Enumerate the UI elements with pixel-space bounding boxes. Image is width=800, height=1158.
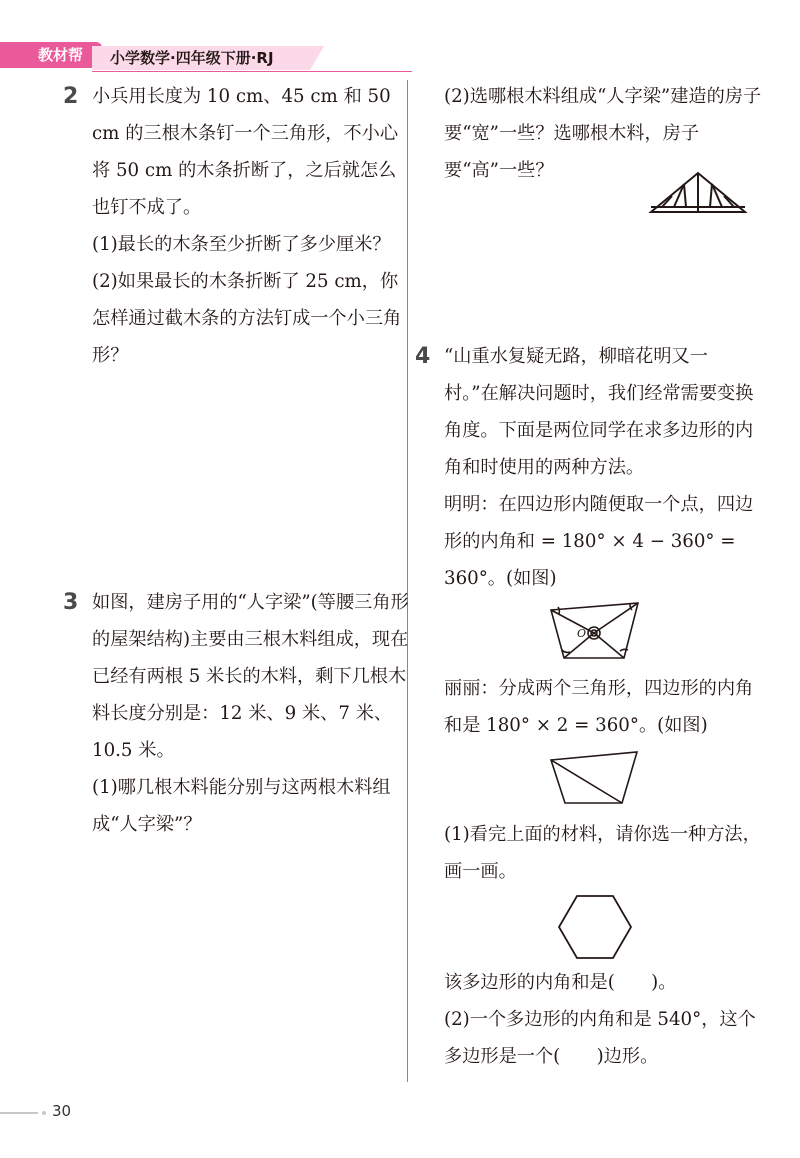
question-number: 2: [63, 84, 79, 109]
right-column-lower: [415, 338, 762, 597]
roof-truss-figure: [648, 170, 748, 216]
brand-tag: 教材帮: [0, 42, 102, 68]
quadrilateral-point-figure: [548, 600, 642, 662]
question-text: 小兵用长度为 10 cm、45 cm 和 50 cm 的三根木条钉一个三角形，不小心将 50 cm 的木条折断了，之后就怎么也钉不成了。: [92, 86, 399, 218]
question-text: “山重水复疑无路，柳暗花明又一村。”在解决问题时，我们经常需要变换角度。下面是两位同学在求多边形的内角和时使用的两种方法。: [444, 346, 754, 478]
sub-question: (1)看完上面的材料，请你选一种方法，画一画。: [444, 824, 761, 882]
quadrilateral-diagonal-figure: [548, 750, 640, 806]
header-rule: [92, 71, 412, 72]
left-column-lower: [63, 584, 410, 843]
point-o-label: O: [577, 627, 587, 640]
mingming-method: 明明：在四边形内随便取一个点，四边形的内角和 = 180° × 4 − 360° = 360°。(如图): [444, 494, 754, 589]
question-4: [415, 338, 762, 597]
sub-question: (2)如果最长的木条折断了 25 cm，你怎样通过截木条的方法钉成一个小三角形？: [92, 271, 402, 366]
question-number: 4: [415, 344, 431, 369]
question-2: [63, 78, 410, 374]
footer-rule: [0, 1112, 38, 1114]
lili-method: 丽丽：分成两个三角形，四边形的内角和是 180° × 2 = 360°。(如图): [444, 678, 754, 736]
sub-question: (2)一个多边形的内角和是 540°，这个多边形是一个( )边形。: [444, 1009, 756, 1067]
left-column: [63, 78, 410, 374]
hexagon-figure: [556, 894, 634, 960]
question-3: [63, 584, 410, 843]
answer-blank: 该多边形的内角和是( )。: [444, 972, 677, 993]
sub-question: (2)选哪根木料组成“人字梁”建造的房子要“宽”一些？选哪根木料，房子要“高”一些？: [444, 86, 762, 181]
lili-block: [444, 670, 762, 744]
q4-answers-block: [444, 964, 762, 1075]
page-number: 30: [52, 1102, 72, 1120]
question-number: 3: [63, 590, 79, 615]
footer-dot: [42, 1111, 46, 1115]
q4-sub1-block: [444, 816, 762, 890]
page-header: [0, 38, 800, 74]
sub-question: (1)哪几根木料能分别与这两根木料组成“人字梁”？: [92, 777, 391, 835]
book-title: 小学数学·四年级下册·RJ: [110, 49, 274, 67]
question-text: 如图，建房子用的“人字梁”(等腰三角形的屋架结构)主要由三根木料组成，现在已经有两根 5 米长的木料，剩下几根木料长度分别是：12 米、9 米、7 米、10.5 米。: [92, 592, 409, 761]
sub-question: (1)最长的木条至少折断了多少厘米？: [92, 234, 391, 255]
